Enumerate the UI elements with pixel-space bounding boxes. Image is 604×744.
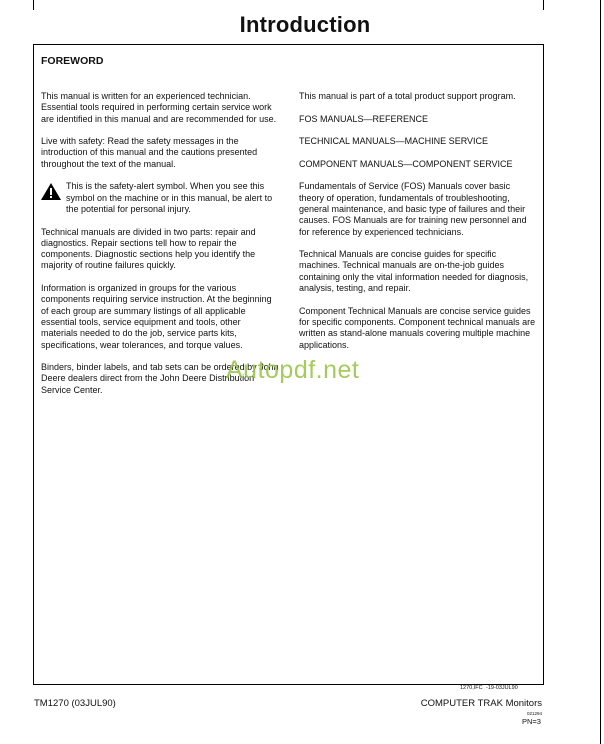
paragraph: Component Technical Manuals are concise service guides for specific components. Component technical manuals are written as stand-alone manuals covering multiple machine applications. bbox=[299, 305, 536, 350]
paragraph: Fundamentals of Service (FOS) Manuals cover basic theory of operation, fundamentals of troubleshooting, general maintenance, and basic type of failures and their causes. FOS Manuals are for training new personnel and for reference by experienced technicians. bbox=[299, 181, 527, 237]
small-code: 021294 bbox=[527, 711, 543, 716]
paragraph: Information is organized in groups for the various components requiring service instruction. At the beginning of each group are summary listings of all applicable essential tools, service equipment and tools, other materials needed to do the job, service parts kits, specifications, wear tolerances, and torque values. bbox=[41, 283, 272, 350]
paragraph: This manual is written for an experienced technician. Essential tools required in performing certain service work are identified in this manual and are recommended for use. bbox=[41, 91, 277, 124]
manual-type-line: TECHNICAL MANUALS—MACHINE SERVICE bbox=[299, 136, 489, 147]
paragraph: Live with safety: Read the safety messages in the introduction of this manual and the cautions presented throughout the text of the manual. bbox=[41, 136, 258, 169]
page-edge-right bbox=[600, 0, 601, 744]
image-code-right: -19-03JUL90 bbox=[486, 685, 518, 691]
paragraph: Technical Manuals are concise guides for specific machines. Technical manuals are on-the-job guides containing only the vital information needed for diagnosis, analysis, testing, and repair. bbox=[299, 249, 529, 294]
paragraph: Binders, binder labels, and tab sets can be ordered by John Deere dealers direct from the John Deere Distribution Service Center. bbox=[41, 362, 279, 395]
right-column bbox=[299, 91, 537, 362]
trim-mark-left bbox=[33, 0, 34, 10]
section-heading: FOREWORD bbox=[41, 55, 104, 67]
image-code-left: 1270,IFC bbox=[460, 685, 483, 691]
trim-mark-right bbox=[543, 0, 544, 10]
product-name: COMPUTER TRAK Monitors bbox=[420, 698, 542, 709]
page-title: Introduction bbox=[239, 12, 371, 37]
paragraph: Technical manuals are divided in two parts: repair and diagnostics. Repair sections tell how to repair the components. Diagnostic sections help you identify the majority of routine failures quickly. bbox=[41, 226, 256, 271]
manual-type-line: FOS MANUALS—REFERENCE bbox=[299, 113, 429, 124]
safety-alert-block bbox=[41, 181, 279, 215]
safety-alert-text: This is the safety-alert symbol. When you see this symbol on the machine or in this manual, be alert to the potential for personal injury. bbox=[66, 181, 273, 214]
watermark: Autopdf.net bbox=[226, 356, 360, 384]
warning-triangle-icon bbox=[41, 183, 61, 200]
paragraph: This manual is part of a total product support program. bbox=[299, 91, 516, 101]
manual-id: TM1270 (03JUL90) bbox=[34, 698, 116, 709]
manual-type-line: COMPONENT MANUALS—COMPONENT SERVICE bbox=[299, 158, 513, 169]
page-number: PN=3 bbox=[522, 717, 541, 726]
